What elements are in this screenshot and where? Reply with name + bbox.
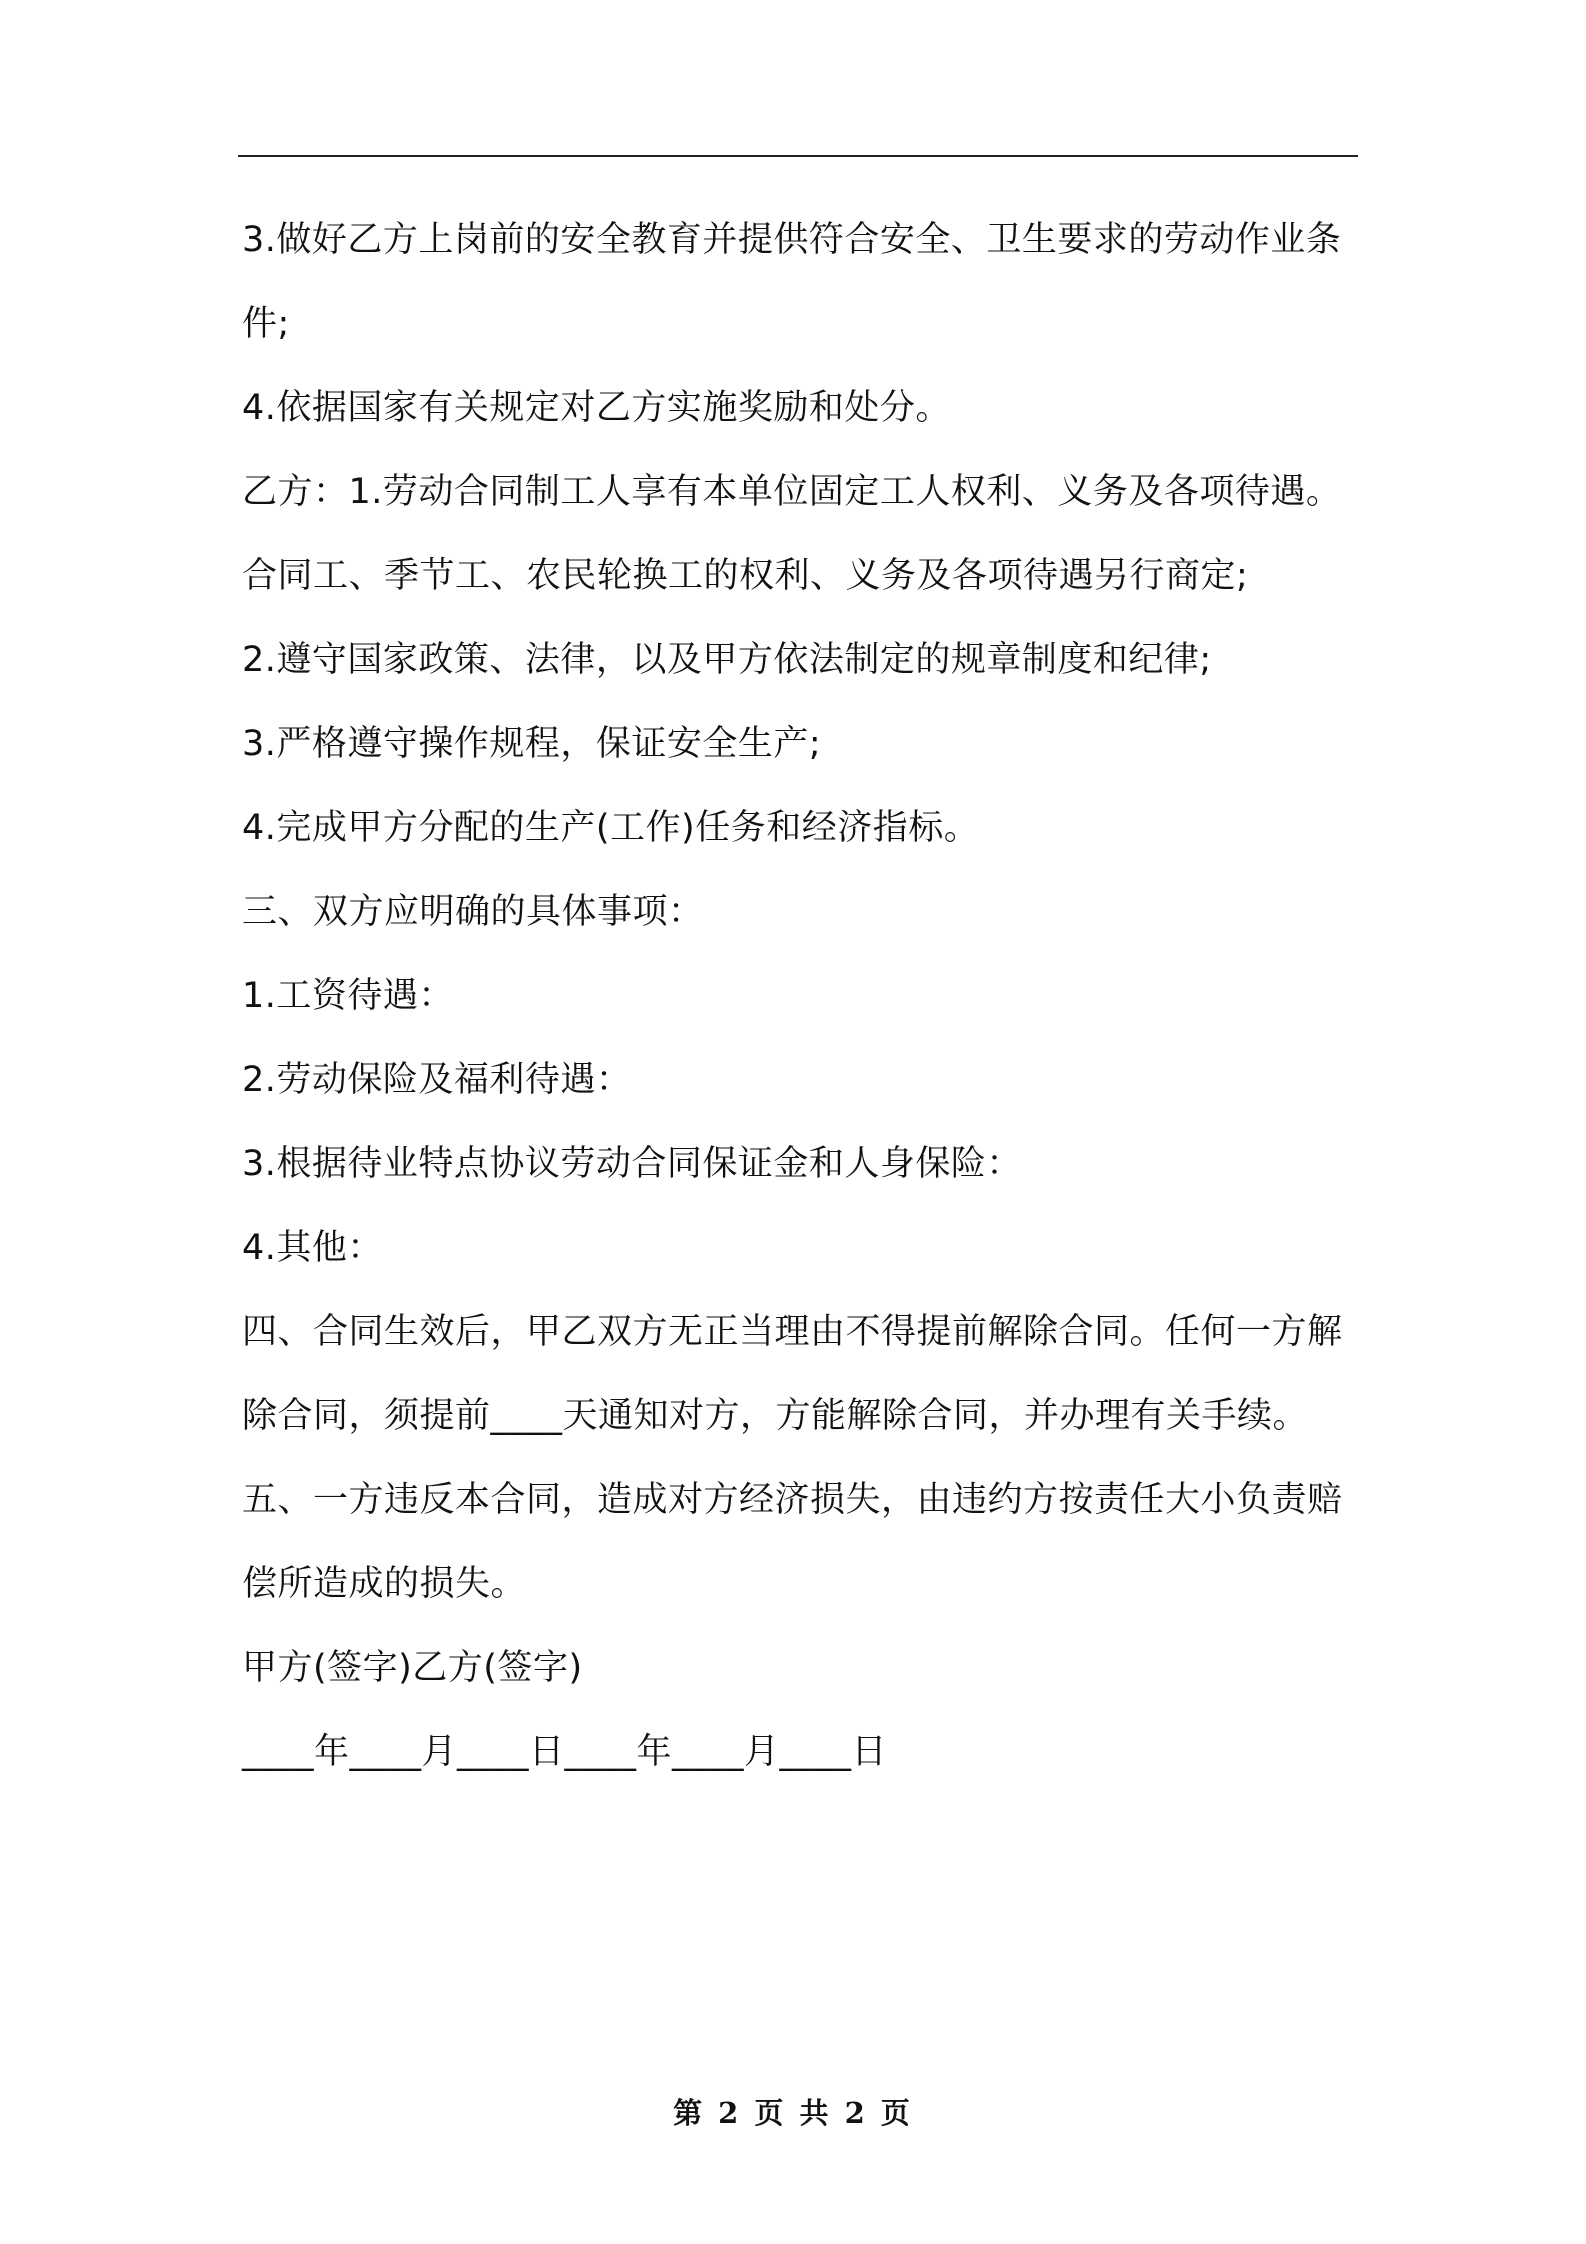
page-number: 第 2 页 共 2 页 xyxy=(673,2096,913,2130)
paragraph-rewards-punishment: 4.依据国家有关规定对乙方实施奖励和处分。 xyxy=(242,388,951,428)
paragraph-obey-rules: 2.遵守国家政策、法律，以及甲方依法制定的规章制度和纪律; xyxy=(242,640,1212,680)
item-other: 4.其他： xyxy=(242,1228,383,1268)
item-insurance-benefits: 2.劳动保险及福利待遇： xyxy=(242,1060,632,1100)
date-line: ____年____月____日____年____月____日 xyxy=(242,1732,888,1772)
signature-line: 甲方(签字)乙方(签字) xyxy=(242,1648,583,1688)
section-heading-specific-items: 三、双方应明确的具体事项： xyxy=(242,892,704,932)
paragraph-termination: 四、合同生效后，甲乙双方无正当理由不得提前解除合同。任何一方解除合同，须提前____天通知对方，方能解除合同，并办理有关手续。 xyxy=(242,1312,1343,1436)
item-wages: 1.工资待遇： xyxy=(242,976,454,1016)
paragraph-complete-tasks: 4.完成甲方分配的生产(工作)任务和经济指标。 xyxy=(242,808,980,848)
paragraph-party-b-rights: 乙方：1.劳动合同制工人享有本单位固定工人权利、义务及各项待遇。合同工、季节工、农民轮换工的权利、义务及各项待遇另行商定; xyxy=(242,472,1342,596)
paragraph-safe-operation: 3.严格遵守操作规程，保证安全生产; xyxy=(242,724,822,764)
document-body xyxy=(242,198,1358,1794)
paragraph-breach-compensation: 五、一方违反本合同，造成对方经济损失，由违约方按责任大小负责赔偿所造成的损失。 xyxy=(242,1480,1343,1604)
paragraph-safety-education: 3.做好乙方上岗前的安全教育并提供符合安全、卫生要求的劳动作业条件; xyxy=(242,220,1342,344)
item-deposit-insurance: 3.根据待业特点协议劳动合同保证金和人身保险： xyxy=(242,1144,1022,1184)
header-rule xyxy=(238,155,1358,157)
